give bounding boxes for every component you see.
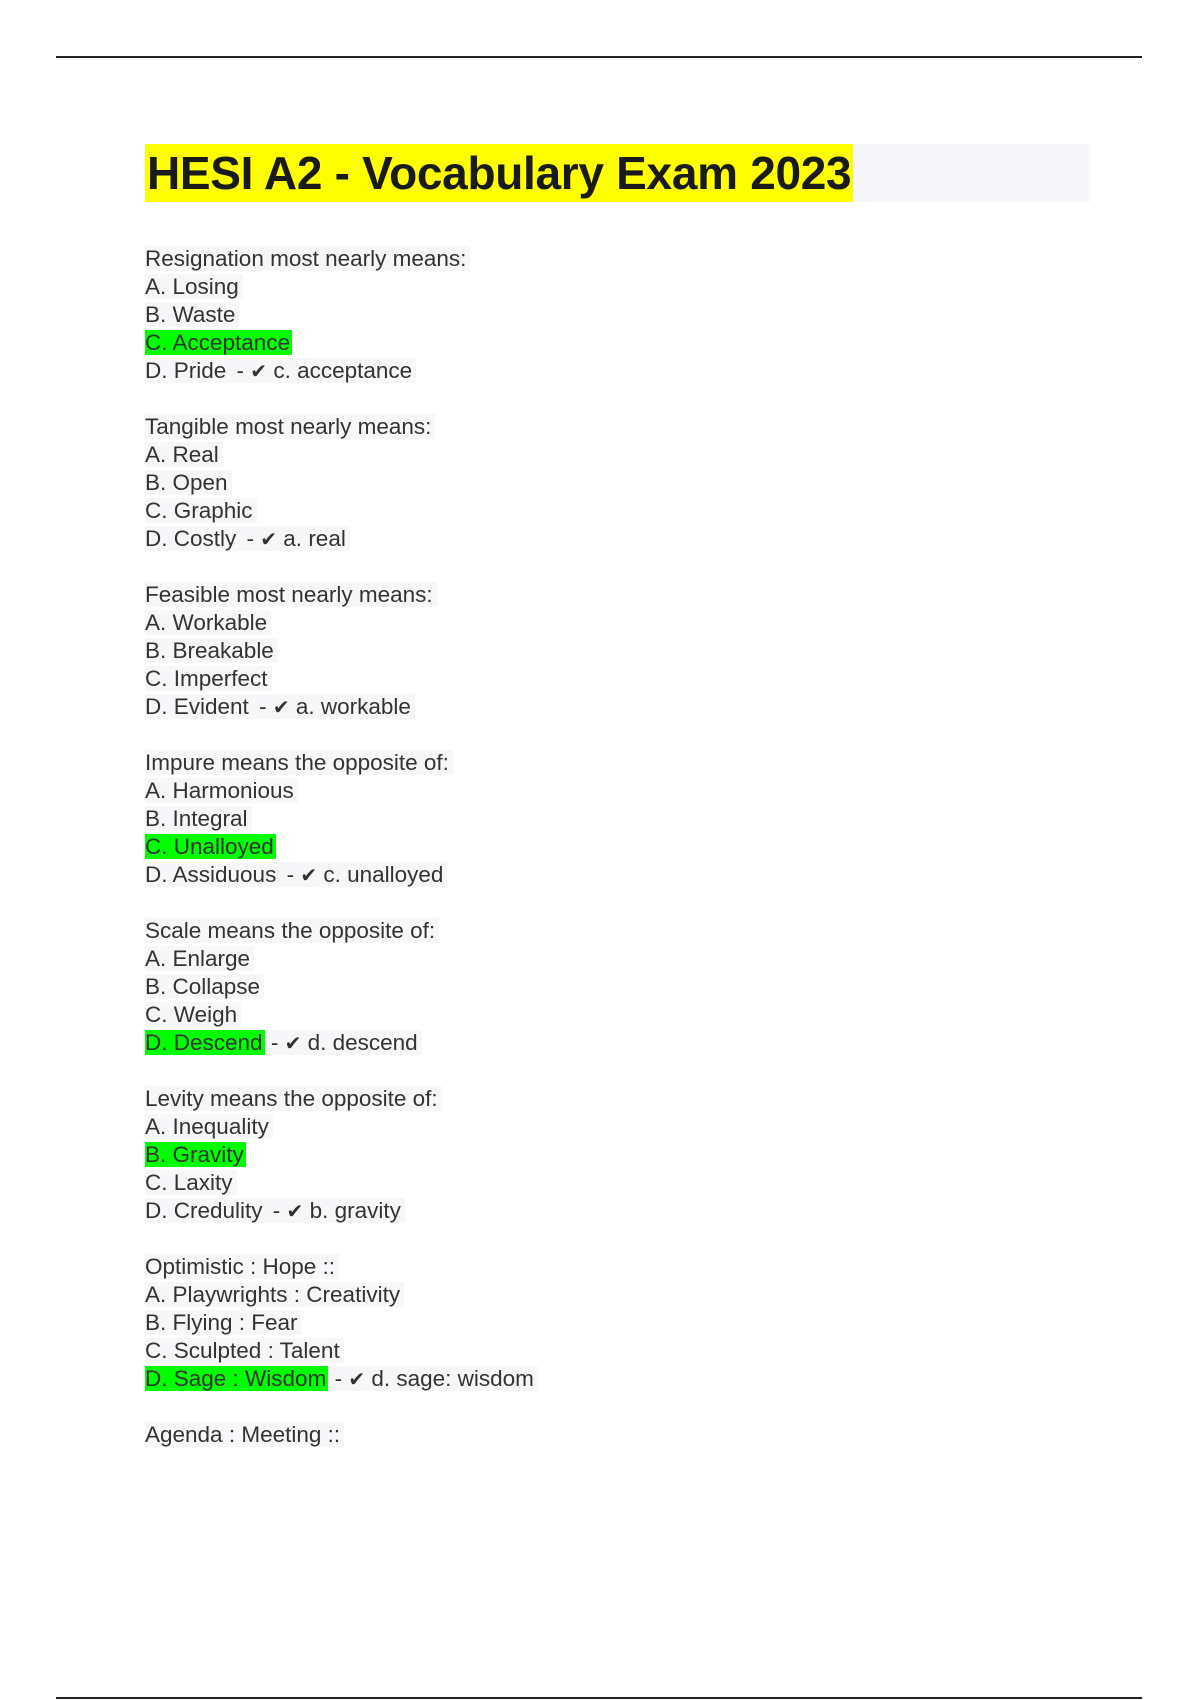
answer-key: - ✔ a. real [240,526,350,551]
option-line [145,1113,1090,1141]
question-prompt: Levity means the opposite of: [145,1086,442,1111]
option-line [145,1309,1090,1337]
answer-key: - ✔ c. acceptance [230,358,416,383]
option-line [145,273,1090,301]
option-line [145,441,1090,469]
option-line [145,833,1090,861]
question-prompt: Scale means the opposite of: [145,918,439,943]
option-text: B. Waste [145,302,239,327]
option-text: D. Pride [145,358,230,383]
question-block [145,413,1090,553]
question-block [145,1421,1090,1449]
answer-key: - ✔ b. gravity [267,1198,405,1223]
check-icon: ✔ [284,1031,302,1055]
option-text: A. Workable [145,610,271,635]
question-block [145,917,1090,1057]
option-line [145,1001,1090,1029]
question-block [145,1085,1090,1225]
option-line [145,301,1090,329]
question-block [145,749,1090,889]
question-prompt-line [145,1253,1090,1281]
option-text: A. Losing [145,274,243,299]
question-prompt: Tangible most nearly means: [145,414,435,439]
option-line [145,1197,1090,1225]
option-text: C. Weigh [145,1002,241,1027]
option-highlighted: C. Unalloyed [145,834,274,859]
option-text: C. Graphic [145,498,257,523]
option-line [145,1029,1090,1057]
answer-text: a. workable [295,694,411,719]
option-text: A. Real [145,442,223,467]
check-icon: ✔ [250,359,268,383]
option-line [145,805,1090,833]
option-text: D. Costly [145,526,240,551]
option-text: A. Inequality [145,1114,273,1139]
option-text: C. Laxity [145,1170,237,1195]
check-icon: ✔ [286,1199,304,1223]
question-prompt-line [145,749,1090,777]
option-line [145,973,1090,1001]
option-line [145,1169,1090,1197]
option-text: B. Flying : Fear [145,1310,302,1335]
check-icon: ✔ [348,1367,366,1391]
question-prompt-line [145,1085,1090,1113]
question-prompt: Resignation most nearly means: [145,246,470,271]
question-prompt-line [145,1421,1090,1449]
option-line [145,637,1090,665]
option-text: A. Harmonious [145,778,298,803]
question-prompt: Optimistic : Hope :: [145,1254,339,1279]
option-line [145,525,1090,553]
answer-text: a. real [283,526,346,551]
question-block [145,245,1090,385]
option-text: B. Integral [145,806,252,831]
question-prompt: Agenda : Meeting :: [145,1422,344,1447]
option-line [145,665,1090,693]
option-line [145,861,1090,889]
question-prompt-line [145,917,1090,945]
question-block [145,1253,1090,1393]
option-text: D. Evident [145,694,253,719]
answer-text: c. unalloyed [323,862,444,887]
question-block [145,581,1090,721]
option-text: D. Credulity [145,1198,267,1223]
option-text: B. Breakable [145,638,278,663]
answer-text: d. descend [307,1030,418,1055]
question-prompt: Impure means the opposite of: [145,750,453,775]
check-icon: ✔ [300,863,318,887]
document-body [145,144,1090,1477]
check-icon: ✔ [272,695,290,719]
bottom-rule [56,1697,1142,1699]
question-prompt: Feasible most nearly means: [145,582,437,607]
option-line [145,693,1090,721]
title-band [145,144,1090,202]
option-line [145,329,1090,357]
question-prompt-line [145,245,1090,273]
answer-key: - ✔ c. unalloyed [280,862,447,887]
option-highlighted: D. Descend [145,1030,263,1055]
check-icon: ✔ [260,527,278,551]
answer-text: b. gravity [309,1198,401,1223]
option-highlighted: C. Acceptance [145,330,291,355]
option-line [145,497,1090,525]
option-line [145,357,1090,385]
option-line [145,1337,1090,1365]
option-line [145,609,1090,637]
question-prompt-line [145,581,1090,609]
option-text: B. Collapse [145,974,264,999]
option-line [145,1365,1090,1393]
question-prompt-line [145,413,1090,441]
option-line [145,1281,1090,1309]
option-text: D. Assiduous [145,862,280,887]
option-line [145,777,1090,805]
option-highlighted: B. Gravity [145,1142,244,1167]
option-line [145,1141,1090,1169]
question-list [145,245,1090,1449]
option-text: A. Enlarge [145,946,254,971]
option-text: C. Imperfect [145,666,272,691]
document-title: HESI A2 - Vocabulary Exam 2023 [145,144,853,202]
option-text: C. Sculpted : Talent [145,1338,344,1363]
option-highlighted: D. Sage : Wisdom [145,1366,327,1391]
answer-text: c. acceptance [273,358,413,383]
answer-key: - ✔ a. workable [253,694,415,719]
answer-key: - ✔ d. sage: wisdom [328,1366,538,1391]
top-rule [56,56,1142,58]
option-line [145,469,1090,497]
option-text: A. Playwrights : Creativity [145,1282,404,1307]
answer-key: - ✔ d. descend [265,1030,422,1055]
answer-text: d. sage: wisdom [371,1366,534,1391]
option-text: B. Open [145,470,232,495]
option-line [145,945,1090,973]
